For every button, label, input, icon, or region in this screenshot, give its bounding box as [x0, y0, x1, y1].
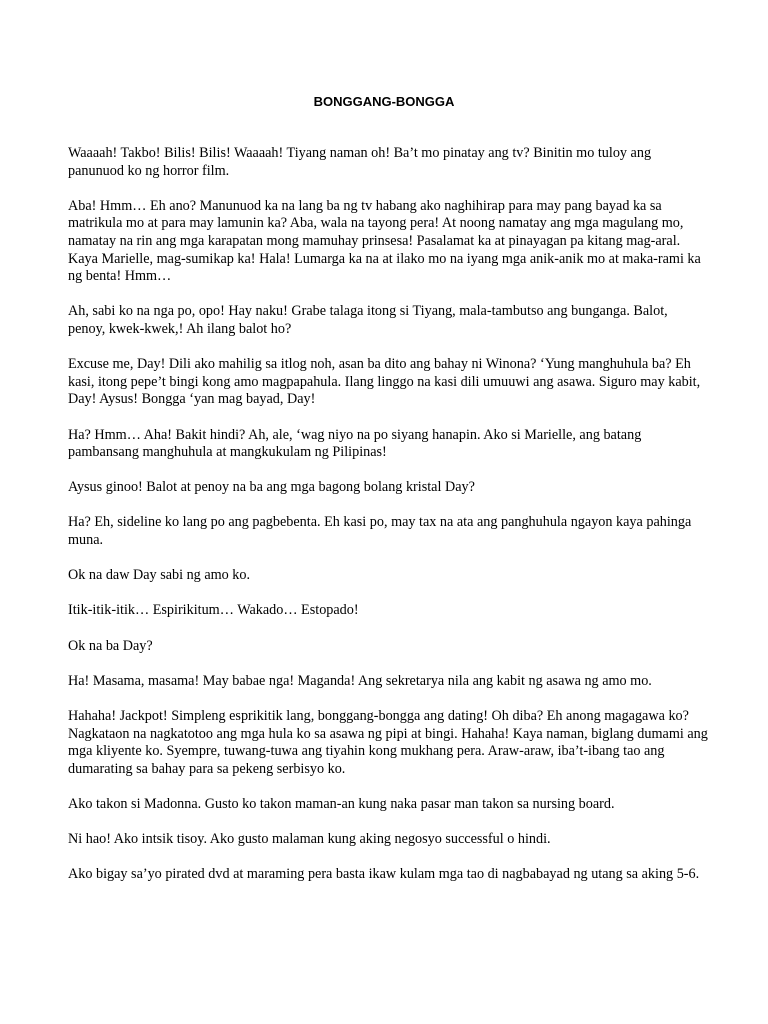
paragraph: Ok na ba Day?	[68, 637, 153, 654]
paragraph: Excuse me, Day! Dili ako mahilig sa itlog noh, asan ba dito ang bahay ni Winona? ‘Yung manghuhula ba? Eh kasi, itong pepe’t bingi kong amo magpapahula. Ilang linggo na kasi dili umuuwi ang asawa. Siguro may kabit, Day! Aysus! Bongga ‘yan mag bayad, Day!	[68, 356, 701, 408]
paragraph: Ha! Masama, masama! May babae nga! Maganda! Ang sekretarya nila ang kabit ng asawa ng amo mo.	[68, 672, 652, 689]
paragraph: Itik-itik-itik… Espirikitum… Wakado… Estopado!	[68, 602, 359, 619]
paragraph: Ha? Eh, sideline ko lang po ang pagbebenta. Eh kasi po, may tax na ata ang panghuhula ngayon kaya pahinga muna.	[68, 514, 692, 549]
document-title: BONGGANG-BONGGA	[313, 94, 455, 109]
paragraph: Ako takon si Madonna. Gusto ko takon maman-an kung naka pasar man takon sa nursing board.	[68, 795, 615, 812]
paragraph: Ha? Hmm… Aha! Bakit hindi? Ah, ale, ‘wag niyo na po siyang hanapin. Ako si Marielle, ang batang pambansang manghuhula at mangkukulam ng Pilipinas!	[68, 426, 642, 461]
paragraph: Ako bigay sa’yo pirated dvd at maraming pera basta ikaw kulam mga tao di nagbabayad ng utang sa aking 5-6.	[68, 866, 700, 883]
paragraph: Ni hao! Ako intsik tisoy. Ako gusto malaman kung aking negosyo successful o hindi.	[68, 831, 551, 848]
paragraph: Waaaah! Takbo! Bilis! Bilis! Waaaah! Tiyang naman oh! Ba’t mo pinatay ang tv? Binitin mo tuloy ang panunuod ko ng horror film.	[68, 145, 652, 179]
paragraph: Ok na daw Day sabi ng amo ko.	[68, 567, 251, 584]
paragraph: Hahaha! Jackpot! Simpleng esprikitik lang, bonggang-bongga ang dating! Oh diba? Eh anong magagawa ko? Nagkataon na nagkatotoo ang mga hula ko sa asawa ng pipi at bingi. Hahaha! Kaya naman, biglang dumami ang mga kliyente ko. Syempre, tuwang-tuwa ang tiyahin kong mukhang pera. Araw-araw, iba’t-ibang tao ang dumarating sa bahay para sa pekeng serbisyo ko.	[68, 708, 708, 777]
paragraph: Ah, sabi ko na nga po, opo! Hay naku! Grabe talaga itong si Tiyang, mala-tambutso ang bunganga. Balot, penoy, kwek-kwek,! Ah ilang balot ho?	[68, 303, 668, 337]
paragraph: Aba! Hmm… Eh ano? Manunuod ka na lang ba ng tv habang ako naghihirap para may pang bayad ka sa matrikula mo at para may lamunin ka? Aba, wala na tayong pera! At noong namatay ang mga magulang mo, namatay na rin ang mga karapatan mong mamuhay prinsesa! Pasalamat ka at pinayagan pa kitang mag-aral. Kaya Marielle, mag-sumikap ka! Hala! Lumarga ka na at ilako mo na iyang mga anik-anik mo at maka-rami ka ng benta! Hmm…	[68, 197, 701, 285]
paragraph: Aysus ginoo! Balot at penoy na ba ang mga bagong bolang kristal Day?	[68, 479, 475, 496]
document-body	[68, 145, 708, 902]
